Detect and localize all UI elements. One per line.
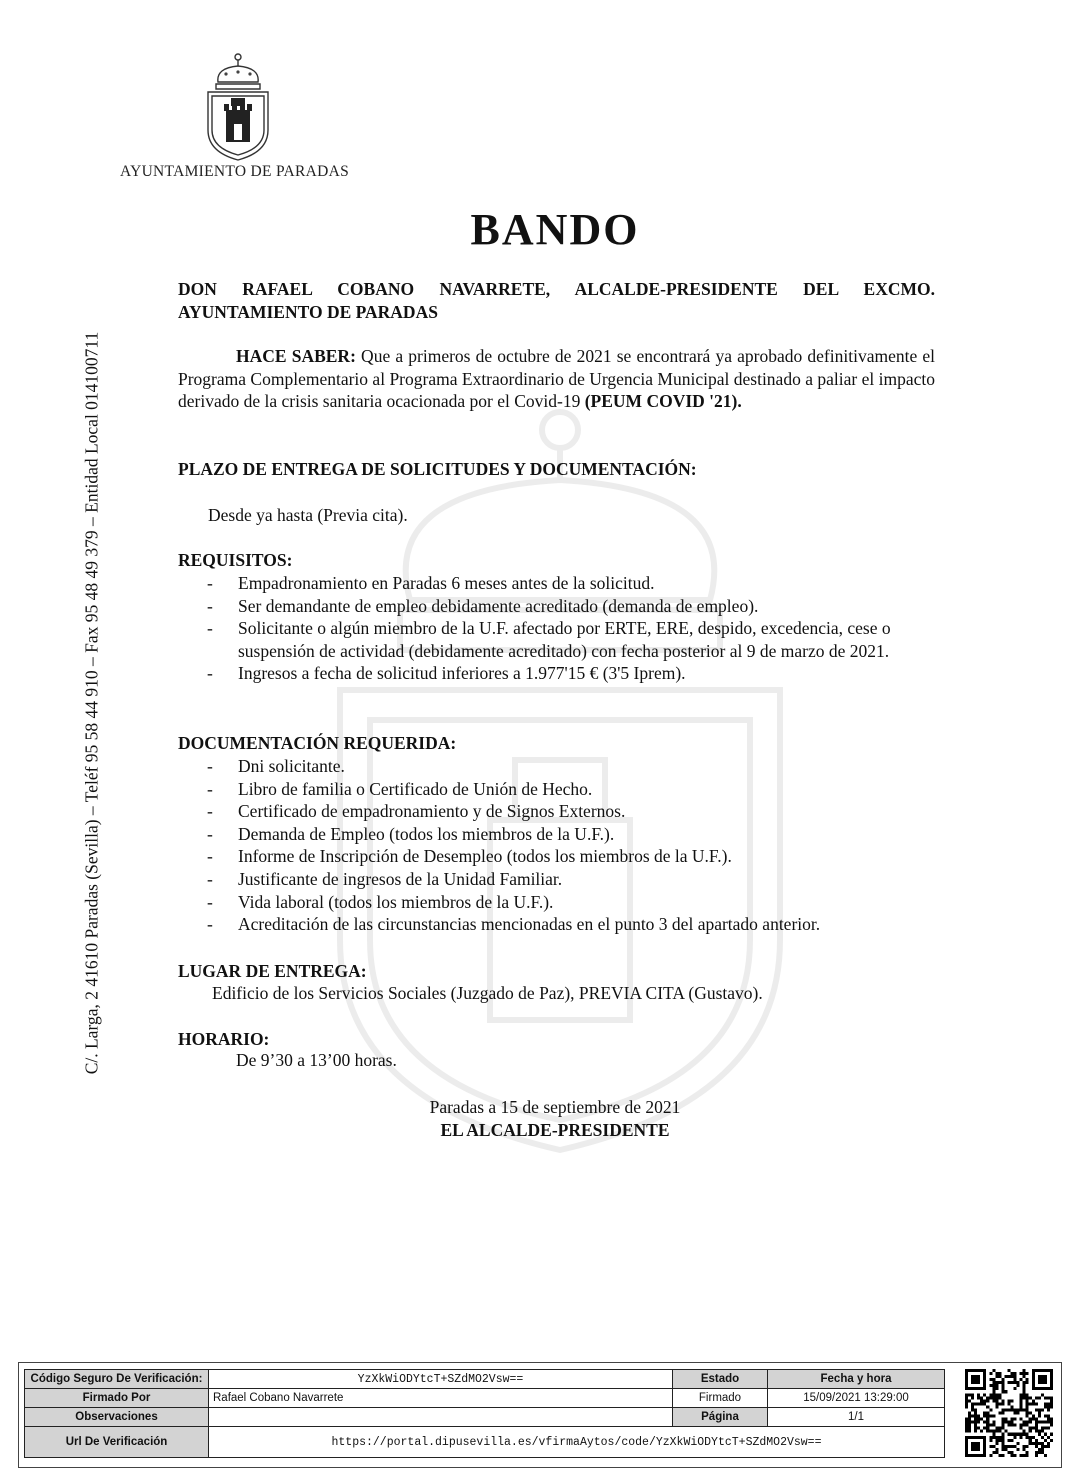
- list-item: - Informe de Inscripción de Desempleo (todos los miembros de la U.F.).: [207, 846, 732, 867]
- verification-table: [24, 1369, 945, 1458]
- estado-label: Estado: [673, 1370, 768, 1389]
- estado-value: Firmado: [673, 1389, 768, 1408]
- requisitos-section-title: REQUISITOS:: [178, 550, 293, 570]
- list-item: - Empadronamiento en Paradas 6 meses antes de la solicitud.: [207, 573, 655, 593]
- lugar-section-title: LUGAR DE ENTREGA:: [178, 961, 367, 981]
- firmado-value: Rafael Cobano Navarrete: [209, 1389, 673, 1408]
- firmado-label: Firmado Por: [25, 1389, 209, 1408]
- observaciones-value: [209, 1408, 673, 1427]
- requisitos-list: [207, 572, 937, 685]
- mayor-heading: DON RAFAEL COBANO NAVARRETE, ALCALDE-PRESIDENTE DEL EXCMO. AYUNTAMIENTO DE PARADAS: [178, 279, 935, 322]
- qr-code-icon[interactable]: [965, 1369, 1053, 1457]
- side-address: [0, 0, 102, 1075]
- side-address-text: C/. Larga, 2 41610 Paradas (Sevilla) – Teléf 95 58 44 910 – Fax 95 48 49 379 – Entidad Local 014100711: [81, 331, 102, 1075]
- lugar-text: Edificio de los Servicios Sociales (Juzgado de Paz), PREVIA CITA (Gustavo).: [212, 983, 763, 1003]
- observaciones-label: Observaciones: [25, 1408, 209, 1427]
- list-item: - Ser demandante de empleo debidamente acreditado (demanda de empleo).: [207, 595, 759, 616]
- list-item: - Ingresos a fecha de solicitud inferiores a 1.977'15 € (3'5 Iprem).: [207, 663, 686, 684]
- horario-section-title: HORARIO:: [178, 1029, 270, 1049]
- list-item: - Vida laboral (todos los miembros de la U.F.).: [207, 891, 554, 912]
- list-item: - Dni solicitante.: [207, 756, 345, 776]
- list-item: - Solicitante o algún miembro de la U.F. afectado por ERTE, ERE, despido, excedencia, cese o suspensión de actividad (debidamente acreditado) con fecha posterior al 9 de marzo de 2021.: [207, 618, 891, 661]
- list-item: - Demanda de Empleo (todos los miembros de la U.F.).: [207, 823, 615, 844]
- list-item: - Certificado de empadronamiento y de Signos Externos.: [207, 801, 626, 822]
- plazo-text: Desde ya hasta (Previa cita).: [208, 505, 408, 525]
- list-item: - Libro de familia o Certificado de Unión de Hecho.: [207, 778, 593, 799]
- intro-lead: HACE SABER:: [236, 346, 356, 366]
- horario-text: De 9’30 a 13’00 horas.: [236, 1050, 397, 1070]
- intro-paragraph: [178, 345, 935, 413]
- fecha-label: Fecha y hora: [768, 1370, 945, 1389]
- plazo-section-title: PLAZO DE ENTREGA DE SOLICITUDES Y DOCUMENTACIÓN:: [178, 459, 697, 479]
- url-label: Url De Verificación: [25, 1427, 209, 1458]
- verification-url[interactable]: https://portal.dipusevilla.es/vfirmaAytos/code/YzXkWiODYtcT+SZdMO2Vsw==: [209, 1427, 945, 1458]
- document-title: BANDO: [470, 205, 640, 254]
- csv-value: YzXkWiODYtcT+SZdMO2Vsw==: [209, 1370, 673, 1389]
- org-name: AYUNTAMIENTO DE PARADAS: [120, 163, 350, 180]
- list-item: - Justificante de ingresos de la Unidad Familiar.: [207, 868, 563, 889]
- pagina-label: Página: [673, 1408, 768, 1427]
- documentacion-list: [207, 755, 937, 936]
- intro-text: Que a primeros de octubre de 2021 se encontrará ya aprobado definitivamente el Programa Complementario al Programa Extraordinario de Urgencia Municipal destinado a paliar el impacto derivado de la crisis sanitaria ocacionada por el Covid-19: [178, 346, 935, 411]
- signature-date: Paradas a 15 de septiembre de 2021: [429, 1097, 681, 1117]
- list-item: - Acreditación de las circunstancias mencionadas en el punto 3 del apartado anterior.: [207, 914, 821, 935]
- signature-role: EL ALCALDE-PRESIDENTE: [440, 1120, 670, 1140]
- coat-of-arms-icon: [196, 52, 280, 162]
- intro-bold-tail: (PEUM COVID '21).: [584, 391, 742, 411]
- csv-label: Código Seguro De Verificación:: [25, 1370, 209, 1389]
- pagina-value: 1/1: [768, 1408, 945, 1427]
- documentacion-section-title: DOCUMENTACIÓN REQUERIDA:: [178, 733, 457, 753]
- fecha-value: 15/09/2021 13:29:00: [768, 1389, 945, 1408]
